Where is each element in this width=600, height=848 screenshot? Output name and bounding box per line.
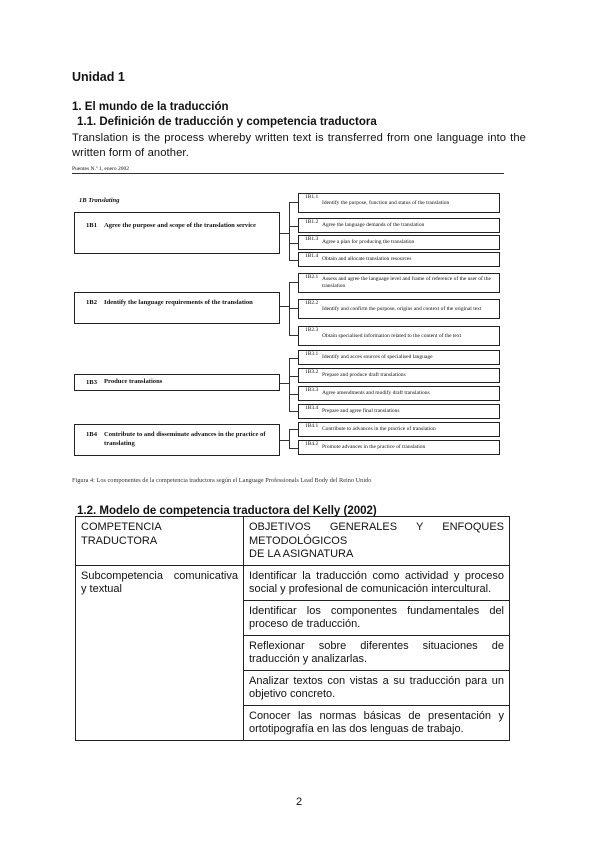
group-1b3-box xyxy=(74,374,280,391)
header-objetivos-line1: OBJETIVOS GENERALES Y ENFOQUES METODOLÓGICOS xyxy=(249,521,504,547)
item-text: Prepare and agree final translations xyxy=(322,408,400,414)
figure-caption: Figura 4: Los componentes de la competencia traductora según el Language Professionals Lead Body del Reino Unido xyxy=(72,477,372,484)
connector xyxy=(289,335,298,336)
connector xyxy=(289,429,298,430)
item-box xyxy=(298,368,500,383)
intro-paragraph: Translation is the process whereby written text is transferred from one language into the written form of another. xyxy=(72,132,526,159)
item-code: 1B3.1 xyxy=(305,351,319,357)
group-label: Agree the purpose and scope of the translation service xyxy=(104,222,256,229)
item-text: Identify and confirm the purpose, origins and context of the original text xyxy=(322,305,482,312)
section-heading-1-1: 1.1. Definición de traducción y competencia traductora xyxy=(77,116,377,128)
item-box xyxy=(298,386,500,401)
group-code: 1B3 xyxy=(86,379,97,386)
item-code: 1B2.3 xyxy=(305,327,319,333)
connector xyxy=(289,243,298,244)
item-code: 1B3.4 xyxy=(305,405,319,411)
section-heading-1-2: 1.2. Modelo de competencia traductora del Kelly (2002) xyxy=(77,505,377,517)
kelly-model-table xyxy=(75,516,510,741)
item-code: 1B2.2 xyxy=(305,300,319,306)
item-code: 1B1.1 xyxy=(305,194,319,200)
connector xyxy=(280,440,289,441)
connector xyxy=(280,383,289,384)
group-1b4-box xyxy=(74,424,280,456)
objective-cell: Conocer las normas básicas de presentación y ortotipografía en las dos lenguas de trabajo. xyxy=(244,705,510,740)
header-objetivos-line2: DE LA ASIGNATURA xyxy=(249,548,354,560)
group-1b2-box xyxy=(74,292,280,324)
connector xyxy=(289,202,290,260)
connector xyxy=(289,358,298,359)
figure-top-rule xyxy=(72,173,504,174)
item-box xyxy=(298,218,500,233)
group-label: Identify the language requirements of the translation xyxy=(104,299,253,306)
connector xyxy=(280,306,289,307)
group-label: Produce translations xyxy=(104,378,163,386)
header-competencia: COMPETENCIA TRADUCTORA xyxy=(76,517,244,566)
connector xyxy=(289,202,298,203)
item-code: 1B3.2 xyxy=(305,369,319,375)
item-text: Agree the language demands of the translation xyxy=(322,222,425,228)
connector xyxy=(289,282,298,283)
figure-title: 1B Translating xyxy=(79,197,120,204)
objective-cell: Identificar la traducción como actividad y proceso social y profesional de comunicación intercultural. xyxy=(244,565,510,600)
group-1b1-box xyxy=(74,212,280,254)
item-box xyxy=(298,235,500,250)
group-code: 1B4 xyxy=(86,431,97,438)
item-text: Prepare and produce draft translations xyxy=(322,372,406,378)
connector xyxy=(289,429,290,448)
connector xyxy=(289,260,298,261)
connector xyxy=(289,411,298,412)
item-text: Agree amendments and modify draft translations xyxy=(322,390,430,396)
item-box xyxy=(298,422,500,437)
connector xyxy=(289,376,298,377)
table-header-row xyxy=(76,517,510,566)
connector xyxy=(289,394,298,395)
connector xyxy=(289,358,290,411)
page-number: 2 xyxy=(296,796,303,808)
item-box xyxy=(298,350,500,365)
item-box xyxy=(298,193,500,213)
item-code: 1B1.3 xyxy=(305,236,319,242)
unit-title: Unidad 1 xyxy=(72,70,125,84)
item-text: Agree a plan for producing the translation xyxy=(322,239,415,245)
figure-source: Puentes N.º 1, enero 2002 xyxy=(72,166,130,172)
objective-cell: Analizar textos con vistas a su traducción para un objetivo concreto. xyxy=(244,670,510,705)
connector xyxy=(289,308,298,309)
group-code: 1B2 xyxy=(86,299,97,306)
item-code: 1B1.2 xyxy=(305,219,319,225)
item-code: 1B3.3 xyxy=(305,387,319,393)
objective-cell: Identificar los componentes fundamentales del proceso de traducción. xyxy=(244,600,510,635)
item-code: 1B4.2 xyxy=(305,441,319,447)
group-code: 1B1 xyxy=(86,222,97,229)
item-text: Identify and acces sources of specialised language xyxy=(322,354,433,360)
row-label-subcompetencia: Subcompetencia comunicativa y textual xyxy=(76,565,244,740)
objective-cell: Reflexionar sobre diferentes situaciones de traducción y analizarlas. xyxy=(244,635,510,670)
header-objetivos xyxy=(244,517,510,566)
item-box xyxy=(298,326,500,346)
table-row xyxy=(76,565,510,600)
item-text: Promote advances in the practice of translation xyxy=(322,444,426,450)
group-label: Contribute to and disseminate advances in the practice of translating xyxy=(104,431,266,447)
connector xyxy=(280,233,289,234)
item-code: 1B4.1 xyxy=(305,423,319,429)
item-text: Obtain and allocate translation resources xyxy=(322,256,412,262)
connector xyxy=(289,226,298,227)
section-heading-1: 1. El mundo de la traducción xyxy=(72,101,229,113)
item-text: Assess and agree the language level and frame of reference of the user of the translation xyxy=(322,276,491,289)
connector xyxy=(289,448,298,449)
item-box xyxy=(298,299,500,319)
item-text: Identify the purpose, function and status of the translation xyxy=(322,199,450,206)
item-box xyxy=(298,404,500,419)
item-text: Contribute to advances in the practice of translation xyxy=(322,426,436,432)
item-text: Obtain specialised information related to the content of the text xyxy=(322,332,462,339)
item-box xyxy=(298,252,500,267)
item-box xyxy=(298,440,500,455)
item-code: 1B1.4 xyxy=(305,253,319,259)
item-box xyxy=(298,273,500,293)
item-code: 1B2.1 xyxy=(305,274,319,280)
